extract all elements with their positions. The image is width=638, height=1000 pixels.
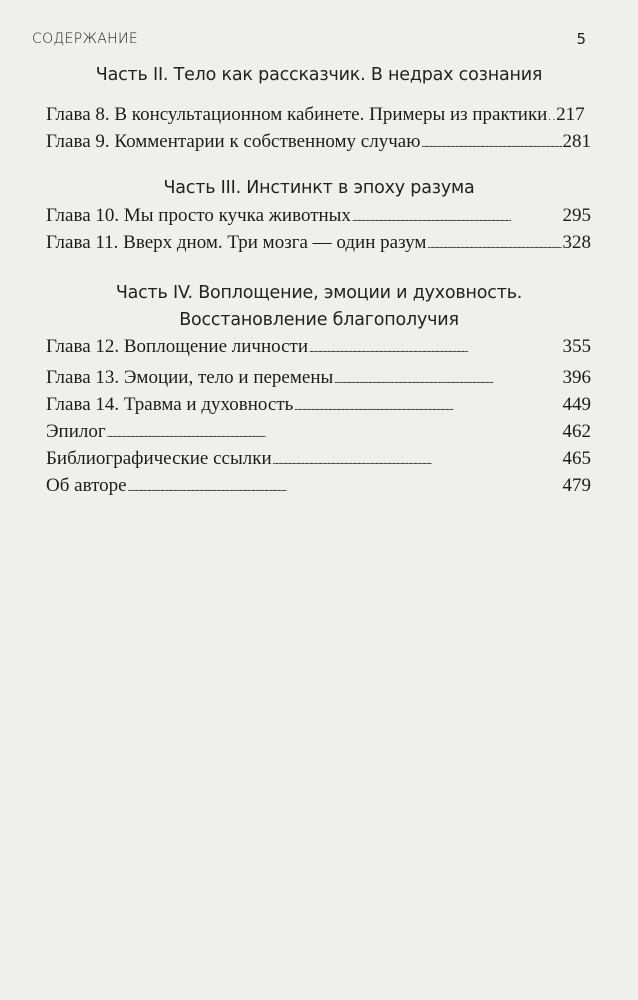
toc-entry: [46, 448, 591, 470]
dot-leader: [273, 448, 562, 470]
dot-leader: [427, 232, 561, 254]
running-header: СОДЕРЖАНИЕ: [32, 31, 139, 47]
toc-entry: [46, 104, 591, 126]
entry-page: 465: [562, 448, 591, 469]
dot-leader: [128, 475, 562, 497]
entry-page: 355: [562, 336, 591, 357]
dot-leader: [421, 131, 561, 153]
entry-page: 217: [556, 104, 585, 125]
entry-page: 281: [562, 131, 591, 152]
toc-entry: [46, 131, 591, 153]
toc-entry: [46, 421, 591, 443]
entry-title: Глава 8. В консультационном кабинете. Примеры из практики: [46, 104, 548, 125]
entry-page: 295: [562, 205, 591, 226]
entry-page: 328: [562, 232, 591, 253]
entry-title: Глава 12. Воплощение личности: [46, 336, 309, 357]
entry-page: 479: [562, 475, 591, 496]
entry-page: 449: [562, 394, 591, 415]
toc-entry: [46, 394, 591, 416]
entry-title: Глава 10. Мы просто кучка животных: [46, 205, 351, 226]
toc-entry: [46, 475, 591, 497]
toc-entry: [46, 232, 591, 254]
entry-title: Эпилог: [46, 421, 106, 442]
dot-leader: [107, 421, 562, 443]
entry-title: Глава 13. Эмоции, тело и перемены: [46, 367, 334, 388]
part-heading: Часть IV. Воплощение, эмоции и духовность.: [115, 283, 523, 303]
entry-title: Глава 11. Вверх дном. Три мозга — один разум: [46, 232, 427, 253]
part-heading: Часть II. Тело как рассказчик. В недрах сознания: [95, 65, 543, 85]
dot-leader: [294, 394, 561, 416]
part-heading: Часть III. Инстинкт в эпоху разума: [163, 178, 475, 198]
entry-title: Об авторе: [46, 475, 127, 496]
entry-title: Глава 14. Травма и духовность: [46, 394, 294, 415]
dot-leader: [334, 367, 561, 389]
entry-title: Глава 9. Комментарии к собственному случаю: [46, 131, 421, 152]
dot-leader: [309, 336, 561, 358]
toc-entry: [46, 205, 591, 227]
toc-entry: [46, 336, 591, 358]
toc-entry: [46, 367, 591, 389]
entry-page: 396: [562, 367, 591, 388]
entry-title: Библиографические ссылки: [46, 448, 272, 469]
part-heading-line2: Восстановление благополучия: [179, 310, 459, 330]
dot-leader: [352, 205, 562, 227]
entry-page: 462: [562, 421, 591, 442]
dot-leader: . .: [548, 112, 556, 122]
page-number: 5: [576, 30, 586, 48]
